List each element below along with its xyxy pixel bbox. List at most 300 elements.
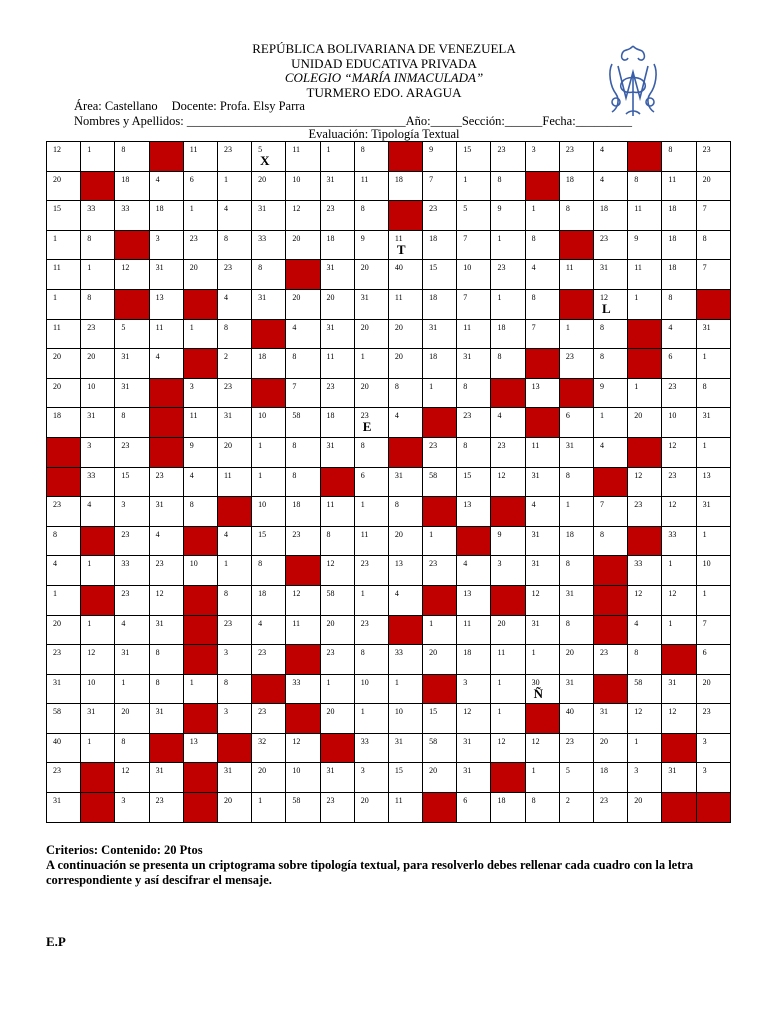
cipher-cell[interactable]	[457, 408, 491, 438]
cipher-cell[interactable]	[423, 319, 457, 349]
cipher-cell[interactable]	[491, 615, 525, 645]
cipher-cell[interactable]	[662, 763, 696, 793]
cipher-cell[interactable]	[662, 674, 696, 704]
cipher-cell[interactable]	[115, 763, 149, 793]
cipher-cell[interactable]	[217, 467, 251, 497]
cipher-cell[interactable]	[320, 497, 354, 527]
cipher-cell[interactable]	[457, 733, 491, 763]
cipher-cell[interactable]	[388, 260, 422, 290]
cipher-cell[interactable]	[525, 556, 559, 586]
cipher-cell[interactable]	[388, 585, 422, 615]
cipher-cell[interactable]	[525, 378, 559, 408]
cipher-cell[interactable]	[354, 142, 388, 172]
cipher-cell[interactable]	[388, 230, 422, 260]
cipher-cell[interactable]	[47, 793, 81, 823]
cipher-cell[interactable]	[525, 763, 559, 793]
cipher-cell[interactable]	[525, 201, 559, 231]
cipher-cell[interactable]	[217, 201, 251, 231]
cipher-cell[interactable]	[149, 585, 183, 615]
cipher-cell[interactable]	[559, 674, 593, 704]
cipher-cell[interactable]	[217, 437, 251, 467]
cipher-cell[interactable]	[217, 260, 251, 290]
cipher-cell[interactable]	[628, 704, 662, 734]
cipher-cell[interactable]	[115, 497, 149, 527]
cipher-cell[interactable]	[628, 763, 662, 793]
cipher-cell[interactable]	[149, 793, 183, 823]
cipher-cell[interactable]	[252, 201, 286, 231]
cipher-cell[interactable]	[81, 408, 115, 438]
cipher-cell[interactable]	[149, 497, 183, 527]
cipher-cell[interactable]	[217, 171, 251, 201]
cipher-cell[interactable]	[115, 260, 149, 290]
cipher-cell[interactable]	[217, 615, 251, 645]
cipher-cell[interactable]	[354, 733, 388, 763]
cipher-cell[interactable]	[183, 230, 217, 260]
cipher-cell[interactable]	[423, 763, 457, 793]
cipher-cell[interactable]	[252, 260, 286, 290]
cipher-cell[interactable]	[696, 467, 730, 497]
cipher-cell[interactable]	[81, 615, 115, 645]
cipher-cell[interactable]	[149, 319, 183, 349]
cipher-cell[interactable]	[628, 733, 662, 763]
cipher-cell[interactable]	[594, 793, 628, 823]
cipher-cell[interactable]	[457, 378, 491, 408]
cipher-cell[interactable]	[594, 378, 628, 408]
cipher-cell[interactable]	[81, 733, 115, 763]
cipher-cell[interactable]	[696, 526, 730, 556]
cipher-cell[interactable]	[628, 378, 662, 408]
cipher-cell[interactable]	[662, 142, 696, 172]
cipher-cell[interactable]	[354, 793, 388, 823]
cipher-cell[interactable]	[457, 585, 491, 615]
cipher-cell[interactable]	[252, 793, 286, 823]
cipher-cell[interactable]	[662, 526, 696, 556]
cipher-cell[interactable]	[354, 349, 388, 379]
cipher-cell[interactable]	[594, 289, 628, 319]
cipher-cell[interactable]	[388, 171, 422, 201]
cipher-cell[interactable]	[183, 319, 217, 349]
cipher-cell[interactable]	[252, 408, 286, 438]
cipher-cell[interactable]	[286, 201, 320, 231]
cipher-cell[interactable]	[354, 674, 388, 704]
cipher-cell[interactable]	[354, 556, 388, 586]
cipher-cell[interactable]	[559, 704, 593, 734]
cipher-cell[interactable]	[457, 793, 491, 823]
cipher-cell[interactable]	[354, 585, 388, 615]
cipher-cell[interactable]	[115, 142, 149, 172]
cipher-cell[interactable]	[81, 467, 115, 497]
cipher-cell[interactable]	[115, 733, 149, 763]
cipher-cell[interactable]	[559, 497, 593, 527]
cipher-cell[interactable]	[662, 704, 696, 734]
cipher-cell[interactable]	[491, 142, 525, 172]
cipher-cell[interactable]	[696, 319, 730, 349]
cipher-cell[interactable]	[183, 408, 217, 438]
cipher-cell[interactable]	[423, 289, 457, 319]
cipher-cell[interactable]	[457, 289, 491, 319]
cipher-cell[interactable]	[115, 645, 149, 675]
cipher-cell[interactable]	[457, 437, 491, 467]
cipher-cell[interactable]	[286, 793, 320, 823]
cipher-cell[interactable]	[525, 437, 559, 467]
cipher-cell[interactable]	[388, 763, 422, 793]
cipher-cell[interactable]	[594, 733, 628, 763]
cipher-cell[interactable]	[149, 171, 183, 201]
cipher-cell[interactable]	[217, 142, 251, 172]
cipher-cell[interactable]	[115, 467, 149, 497]
cipher-cell[interactable]	[354, 230, 388, 260]
cipher-cell[interactable]	[662, 319, 696, 349]
cipher-cell[interactable]	[354, 201, 388, 231]
cipher-cell[interactable]	[320, 201, 354, 231]
cipher-cell[interactable]	[149, 349, 183, 379]
cipher-cell[interactable]	[320, 674, 354, 704]
cipher-cell[interactable]	[47, 674, 81, 704]
cipher-cell[interactable]	[286, 230, 320, 260]
cipher-cell[interactable]	[662, 260, 696, 290]
cipher-cell[interactable]	[183, 171, 217, 201]
cipher-cell[interactable]	[696, 201, 730, 231]
cipher-cell[interactable]	[388, 467, 422, 497]
cipher-cell[interactable]	[149, 201, 183, 231]
cipher-cell[interactable]	[662, 615, 696, 645]
cipher-cell[interactable]	[149, 556, 183, 586]
cipher-cell[interactable]	[423, 467, 457, 497]
cipher-cell[interactable]	[183, 733, 217, 763]
cipher-cell[interactable]	[662, 467, 696, 497]
cipher-cell[interactable]	[559, 408, 593, 438]
cipher-cell[interactable]	[559, 349, 593, 379]
cipher-cell[interactable]	[354, 171, 388, 201]
cipher-cell[interactable]	[594, 230, 628, 260]
cipher-cell[interactable]	[286, 615, 320, 645]
cipher-cell[interactable]	[149, 526, 183, 556]
cipher-cell[interactable]	[628, 467, 662, 497]
cipher-cell[interactable]	[286, 674, 320, 704]
cipher-cell[interactable]	[423, 201, 457, 231]
cipher-cell[interactable]	[81, 378, 115, 408]
cipher-cell[interactable]	[696, 171, 730, 201]
cipher-cell[interactable]	[81, 497, 115, 527]
cipher-cell[interactable]	[696, 142, 730, 172]
cipher-cell[interactable]	[457, 260, 491, 290]
cipher-cell[interactable]	[696, 733, 730, 763]
cipher-cell[interactable]	[491, 556, 525, 586]
cipher-cell[interactable]	[628, 230, 662, 260]
cipher-cell[interactable]	[354, 408, 388, 438]
cipher-cell[interactable]	[354, 704, 388, 734]
cipher-cell[interactable]	[525, 142, 559, 172]
cipher-cell[interactable]	[525, 319, 559, 349]
cipher-cell[interactable]	[696, 349, 730, 379]
cipher-cell[interactable]	[252, 289, 286, 319]
cipher-cell[interactable]	[423, 704, 457, 734]
cipher-cell[interactable]	[149, 645, 183, 675]
cipher-cell[interactable]	[491, 793, 525, 823]
cipher-cell[interactable]	[559, 645, 593, 675]
cipher-cell[interactable]	[696, 615, 730, 645]
cipher-cell[interactable]	[388, 645, 422, 675]
cipher-cell[interactable]	[457, 674, 491, 704]
cipher-cell[interactable]	[628, 201, 662, 231]
cipher-cell[interactable]	[183, 201, 217, 231]
cipher-cell[interactable]	[217, 674, 251, 704]
cipher-cell[interactable]	[662, 497, 696, 527]
cipher-cell[interactable]	[628, 556, 662, 586]
cipher-cell[interactable]	[491, 674, 525, 704]
cipher-cell[interactable]	[696, 704, 730, 734]
cipher-cell[interactable]	[696, 556, 730, 586]
cipher-cell[interactable]	[354, 645, 388, 675]
cipher-cell[interactable]	[252, 526, 286, 556]
cipher-cell[interactable]	[628, 408, 662, 438]
cipher-cell[interactable]	[252, 733, 286, 763]
cipher-cell[interactable]	[388, 556, 422, 586]
cipher-cell[interactable]	[149, 615, 183, 645]
cipher-cell[interactable]	[423, 556, 457, 586]
cipher-cell[interactable]	[81, 289, 115, 319]
cipher-cell[interactable]	[286, 349, 320, 379]
cipher-cell[interactable]	[286, 142, 320, 172]
cipher-cell[interactable]	[388, 289, 422, 319]
cipher-cell[interactable]	[388, 704, 422, 734]
cipher-cell[interactable]	[320, 319, 354, 349]
cipher-cell[interactable]	[217, 526, 251, 556]
cipher-cell[interactable]	[662, 437, 696, 467]
cipher-cell[interactable]	[594, 645, 628, 675]
cipher-cell[interactable]	[320, 142, 354, 172]
cipher-cell[interactable]	[525, 260, 559, 290]
cipher-cell[interactable]	[320, 230, 354, 260]
cipher-cell[interactable]	[559, 142, 593, 172]
cipher-cell[interactable]	[320, 171, 354, 201]
cipher-cell[interactable]	[320, 526, 354, 556]
cipher-cell[interactable]	[423, 526, 457, 556]
cipher-cell[interactable]	[594, 171, 628, 201]
cipher-cell[interactable]	[696, 645, 730, 675]
cipher-cell[interactable]	[217, 289, 251, 319]
cipher-cell[interactable]	[491, 319, 525, 349]
cipher-cell[interactable]	[47, 260, 81, 290]
cipher-cell[interactable]	[183, 497, 217, 527]
cipher-cell[interactable]	[559, 437, 593, 467]
cipher-cell[interactable]	[491, 733, 525, 763]
cipher-cell[interactable]	[559, 319, 593, 349]
cipher-cell[interactable]	[149, 230, 183, 260]
cipher-cell[interactable]	[662, 556, 696, 586]
cipher-cell[interactable]	[559, 556, 593, 586]
cipher-cell[interactable]	[662, 171, 696, 201]
cipher-cell[interactable]	[423, 230, 457, 260]
cipher-cell[interactable]	[491, 171, 525, 201]
cipher-cell[interactable]	[559, 793, 593, 823]
cipher-cell[interactable]	[696, 260, 730, 290]
cipher-cell[interactable]	[491, 408, 525, 438]
cipher-cell[interactable]	[423, 260, 457, 290]
cipher-cell[interactable]	[217, 585, 251, 615]
cipher-cell[interactable]	[594, 408, 628, 438]
cipher-cell[interactable]	[320, 585, 354, 615]
cipher-cell[interactable]	[662, 201, 696, 231]
cipher-cell[interactable]	[457, 615, 491, 645]
cipher-cell[interactable]	[696, 763, 730, 793]
cipher-cell[interactable]	[525, 585, 559, 615]
cipher-cell[interactable]	[662, 230, 696, 260]
cipher-cell[interactable]	[696, 585, 730, 615]
cipher-cell[interactable]	[491, 349, 525, 379]
cipher-cell[interactable]	[388, 349, 422, 379]
cipher-cell[interactable]	[320, 763, 354, 793]
cipher-cell[interactable]	[81, 645, 115, 675]
cipher-cell[interactable]	[354, 763, 388, 793]
cipher-cell[interactable]	[320, 260, 354, 290]
cipher-cell[interactable]	[388, 674, 422, 704]
cipher-cell[interactable]	[47, 289, 81, 319]
cipher-cell[interactable]	[457, 349, 491, 379]
cipher-cell[interactable]	[594, 319, 628, 349]
cipher-cell[interactable]	[594, 763, 628, 793]
cipher-cell[interactable]	[559, 526, 593, 556]
cipher-cell[interactable]	[149, 763, 183, 793]
cipher-cell[interactable]	[115, 201, 149, 231]
cipher-cell[interactable]	[594, 260, 628, 290]
cipher-cell[interactable]	[183, 142, 217, 172]
cipher-cell[interactable]	[594, 201, 628, 231]
cipher-cell[interactable]	[252, 763, 286, 793]
cipher-cell[interactable]	[354, 378, 388, 408]
cipher-cell[interactable]	[183, 378, 217, 408]
cipher-cell[interactable]	[183, 260, 217, 290]
cipher-cell[interactable]	[662, 378, 696, 408]
cipher-cell[interactable]	[286, 585, 320, 615]
cipher-cell[interactable]	[217, 319, 251, 349]
cipher-cell[interactable]	[217, 408, 251, 438]
cipher-cell[interactable]	[81, 349, 115, 379]
cipher-cell[interactable]	[628, 171, 662, 201]
cipher-cell[interactable]	[115, 171, 149, 201]
cipher-cell[interactable]	[525, 289, 559, 319]
cipher-cell[interactable]	[628, 260, 662, 290]
cipher-cell[interactable]	[491, 467, 525, 497]
cipher-cell[interactable]	[252, 349, 286, 379]
cipher-cell[interactable]	[286, 733, 320, 763]
cipher-cell[interactable]	[628, 289, 662, 319]
cipher-cell[interactable]	[628, 585, 662, 615]
cipher-cell[interactable]	[47, 556, 81, 586]
cipher-cell[interactable]	[457, 230, 491, 260]
cipher-cell[interactable]	[491, 289, 525, 319]
cipher-cell[interactable]	[183, 674, 217, 704]
cipher-cell[interactable]	[388, 497, 422, 527]
cipher-cell[interactable]	[457, 201, 491, 231]
cipher-cell[interactable]	[252, 615, 286, 645]
cipher-cell[interactable]	[286, 319, 320, 349]
cipher-cell[interactable]	[81, 230, 115, 260]
cipher-cell[interactable]	[286, 171, 320, 201]
cipher-cell[interactable]	[423, 733, 457, 763]
cipher-cell[interactable]	[252, 142, 286, 172]
cipher-cell[interactable]	[149, 704, 183, 734]
cipher-cell[interactable]	[423, 349, 457, 379]
cipher-cell[interactable]	[252, 556, 286, 586]
cipher-cell[interactable]	[491, 526, 525, 556]
cipher-cell[interactable]	[388, 733, 422, 763]
cipher-cell[interactable]	[354, 260, 388, 290]
cipher-cell[interactable]	[388, 793, 422, 823]
cipher-cell[interactable]	[47, 142, 81, 172]
cipher-cell[interactable]	[696, 674, 730, 704]
cipher-cell[interactable]	[594, 704, 628, 734]
cipher-cell[interactable]	[183, 556, 217, 586]
cipher-cell[interactable]	[354, 526, 388, 556]
cipher-cell[interactable]	[457, 142, 491, 172]
cipher-cell[interactable]	[286, 378, 320, 408]
cipher-cell[interactable]	[354, 289, 388, 319]
cipher-cell[interactable]	[217, 645, 251, 675]
cipher-cell[interactable]	[594, 526, 628, 556]
cipher-cell[interactable]	[354, 615, 388, 645]
cipher-cell[interactable]	[115, 615, 149, 645]
cipher-cell[interactable]	[696, 230, 730, 260]
cipher-cell[interactable]	[47, 763, 81, 793]
cipher-cell[interactable]	[149, 674, 183, 704]
cipher-cell[interactable]	[252, 230, 286, 260]
cipher-cell[interactable]	[320, 556, 354, 586]
cipher-cell[interactable]	[81, 704, 115, 734]
cipher-cell[interactable]	[457, 556, 491, 586]
cipher-cell[interactable]	[491, 437, 525, 467]
cipher-cell[interactable]	[457, 467, 491, 497]
cipher-cell[interactable]	[115, 437, 149, 467]
cipher-cell[interactable]	[320, 378, 354, 408]
cipher-cell[interactable]	[423, 142, 457, 172]
cipher-cell[interactable]	[628, 793, 662, 823]
cipher-cell[interactable]	[115, 349, 149, 379]
cipher-cell[interactable]	[559, 171, 593, 201]
cipher-cell[interactable]	[81, 201, 115, 231]
cipher-cell[interactable]	[183, 467, 217, 497]
cipher-cell[interactable]	[47, 733, 81, 763]
cipher-cell[interactable]	[525, 733, 559, 763]
cipher-cell[interactable]	[149, 260, 183, 290]
cipher-cell[interactable]	[525, 467, 559, 497]
cipher-cell[interactable]	[628, 645, 662, 675]
cipher-cell[interactable]	[217, 556, 251, 586]
cipher-cell[interactable]	[594, 497, 628, 527]
cipher-cell[interactable]	[115, 408, 149, 438]
cipher-cell[interactable]	[286, 763, 320, 793]
cipher-cell[interactable]	[47, 704, 81, 734]
cipher-cell[interactable]	[149, 467, 183, 497]
cipher-cell[interactable]	[115, 526, 149, 556]
cipher-cell[interactable]	[423, 437, 457, 467]
cipher-cell[interactable]	[47, 201, 81, 231]
cipher-cell[interactable]	[594, 142, 628, 172]
cipher-cell[interactable]	[491, 704, 525, 734]
cipher-cell[interactable]	[559, 615, 593, 645]
cipher-cell[interactable]	[47, 615, 81, 645]
cipher-cell[interactable]	[115, 556, 149, 586]
cipher-cell[interactable]	[491, 201, 525, 231]
cipher-cell[interactable]	[81, 319, 115, 349]
cipher-cell[interactable]	[662, 408, 696, 438]
cipher-cell[interactable]	[252, 437, 286, 467]
cipher-cell[interactable]	[423, 645, 457, 675]
cipher-cell[interactable]	[252, 171, 286, 201]
cipher-cell[interactable]	[388, 408, 422, 438]
cipher-cell[interactable]	[491, 645, 525, 675]
cipher-cell[interactable]	[286, 437, 320, 467]
